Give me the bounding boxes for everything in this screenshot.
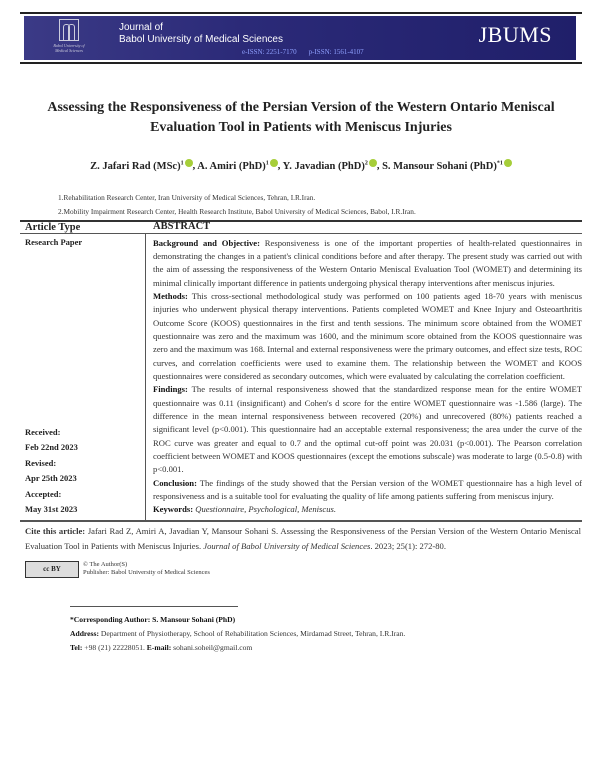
tel-value: +98 (21) 22228051.: [82, 642, 147, 652]
license-info: [83, 561, 210, 578]
citation-journal: Journal of Babol University of Medical Sciences: [203, 540, 371, 551]
corresponding-author-footnote: [70, 613, 582, 655]
abstract-table-body: [20, 234, 582, 522]
journal-banner: [24, 16, 576, 60]
author-affiliation-mark: 1: [265, 160, 269, 166]
accepted-label: Accepted:: [25, 488, 62, 499]
publisher: Publisher: Babol University of Medical Sciences: [83, 569, 210, 577]
findings-paragraph: [153, 383, 582, 476]
corresponding-author-label: *Corresponding Author: S. Mansour Sohani (PhD): [70, 614, 236, 624]
university-logo: [44, 19, 94, 57]
header-top-rule: [20, 12, 582, 14]
methods-paragraph: [153, 290, 582, 383]
citation-label: Cite this article:: [25, 525, 86, 536]
license-row: [25, 561, 582, 578]
author: [90, 161, 192, 172]
p-issn: p-ISSN: 1561-4107: [308, 48, 364, 56]
revised-date: Apr 25th 2023: [25, 473, 77, 484]
footnote-rule: [70, 606, 238, 607]
article-type-heading: Article Type: [25, 221, 81, 233]
keywords: Questionnaire, Psychological, Meniscus.: [193, 504, 336, 515]
revised-label: Revised:: [25, 457, 57, 468]
section-label: Findings:: [153, 384, 188, 395]
header-bottom-rule: [20, 62, 582, 64]
affiliation: 1.Rehabilitation Research Center, Iran University of Medical Sciences, Tehran, I.R.Iran.: [58, 192, 316, 202]
cc-license-badge[interactable]: cc BY: [25, 561, 79, 578]
journal-title-line: Journal of: [119, 22, 163, 33]
section-text: Responsiveness is one of the important properties of health-related questionnaires in demonstrating the changes in a patient's clinical conditions before and after therapy. The present study was carried out with the aim of assessing the responsiveness of the Western Ontario Meniscal Evaluation Tool (WOMET) and determining its minimal clinically important difference in patients undergoing physical therapy interventions after meniscus injuries.: [153, 237, 582, 288]
affiliations: [20, 191, 582, 219]
conclusion-paragraph: [153, 477, 582, 504]
accepted-date: May 31st 2023: [25, 504, 78, 515]
author: [283, 161, 377, 172]
article-type: Research Paper: [25, 236, 83, 247]
section-label: Conclusion:: [153, 477, 197, 488]
author-name: Y. Javadian (PhD): [282, 160, 365, 172]
section-text: The results of internal responsiveness showed that the standardized response mean for the entire WOMET questionnaire was 0.11 (insignificant) and Cohen's d score for the entire WOMET questionnaire was -1.586 (large). The difference in the mean internal responsiveness between recovered (20%) and unrecovered (80%) patients reached a significant level (p<0.001). This questionnaire had an acceptable external responsiveness; the area under the curve of the ROC curve was greater and equal to 0.7 and the optimal cut-off point was 20.031 (p<0.001). The Pearson correlation coefficient between WOMET and KOOS questionnaires (except the emotions subscale) was moderate to large (0.5-0.8) with p<0.001.: [153, 384, 582, 475]
copyright: © The Author(S): [83, 560, 128, 568]
address-text: Department of Physiotherapy, School of Rehabilitation Sciences, Mirdamad Street, Tehran, I.R.Iran.: [98, 628, 406, 638]
article-body: [20, 98, 582, 655]
abstract-table-header: [20, 220, 582, 234]
issn: [242, 48, 376, 56]
address: [70, 627, 582, 641]
author: [197, 161, 278, 172]
author-affiliation-mark: *1: [496, 160, 503, 166]
journal-abbrev: JBUMS: [478, 22, 552, 47]
article-info-column: [20, 234, 146, 520]
author-list: Z. Jafari Rad (MSc)$^1$ , A. Amiri (PhD)$^1$ , Y. Javadian (PhD)$^2$ , S. Mansour Sohani (PhD)$^{*1}$: [20, 156, 582, 174]
email-link[interactable]: sohani.soheil@gmail.com: [171, 642, 253, 652]
author-name: A. Amiri (PhD): [197, 160, 266, 172]
logo-text: Babol University of: [53, 43, 85, 48]
section-text: This cross-sectional methodological study was performed on 100 patients aged 18-70 years with meniscus injuries who underwent physical therapy interventions. Patients completed WOMET and Knee Injury and Osteoarthritis Outcome Score (KOOS) questionnaires in the first and tenth sessions. The minimum score obtained from the WOMET questionnaire was zero and the maximum was 1600, and the minimum score obtained from the KOOS questionnaire was zero and the maximum was 168. Internal and external responsiveness were the primary outcomes, and effect size tests, ROC curves, and correlation coefficients were used to examine them. The relationship between the WOMET and KOOS questionnaires were considered as secondary outcomes, which were evaluated by calculating the correlation coefficient.: [153, 290, 582, 381]
logo-text: Medical Sciences: [55, 48, 83, 53]
journal-title-line: Babol University of Medical Sciences: [119, 34, 283, 45]
section-label: Background and Objective:: [153, 237, 260, 248]
citation-text: Jafari Rad Z, Amiri A, Javadian Y, Mansour Sohani S. Assessing the Responsiveness of the Persian Version of the Western Ontario Meniscal Evaluation Tool in Patients with Meniscus Injuries.: [25, 525, 581, 551]
article-title: Assessing the Responsiveness of the Persian Version of the Western Ontario Meniscal Evaluation Tool in Patients with Meniscus Injuries: [47, 100, 555, 135]
corresponding-author: [70, 613, 582, 627]
citation-ref: . 2023; 25(1): 272-80.: [370, 540, 446, 551]
email-label: E-mail:: [146, 642, 172, 652]
author-affiliation-mark: 1: [180, 160, 184, 166]
author-affiliation-mark: 2: [364, 160, 368, 166]
abstract-body: [146, 234, 582, 520]
section-label: Keywords:: [153, 504, 194, 515]
orcid-icon[interactable]: [504, 159, 512, 167]
section-label: Methods:: [153, 290, 188, 301]
journal-title: [119, 22, 283, 46]
contact: [70, 641, 582, 655]
received-label: Received:: [25, 426, 61, 437]
background-paragraph: [153, 237, 582, 290]
orcid-icon[interactable]: [185, 159, 193, 167]
citation: [20, 524, 582, 554]
author: [382, 161, 512, 172]
received-date: Feb 22nd 2023: [25, 442, 78, 453]
orcid-icon[interactable]: [369, 159, 377, 167]
address-label: Address:: [70, 628, 99, 638]
author-name: Z. Jafari Rad (MSc): [90, 160, 181, 172]
keywords-paragraph: [153, 503, 582, 516]
affiliation: 2.Mobility Impairment Research Center, Health Research Institute, Babol University of Medical Sciences, Babol, I.R.Iran.: [58, 206, 416, 216]
e-issn: e-ISSN: 2251-7170: [242, 48, 297, 56]
article-dates: [25, 425, 140, 518]
orcid-icon[interactable]: [270, 159, 278, 167]
author-name: S. Mansour Sohani (PhD): [382, 160, 497, 172]
abstract-heading: ABSTRACT: [153, 220, 211, 232]
section-text: The findings of the study showed that the Persian version of the WOMET questionnaire has a high level of responsiveness and is a suitable tool for evaluating the quality of life among patients suffering from meniscus injury.: [153, 477, 582, 502]
tel-label: Tel:: [70, 642, 83, 652]
